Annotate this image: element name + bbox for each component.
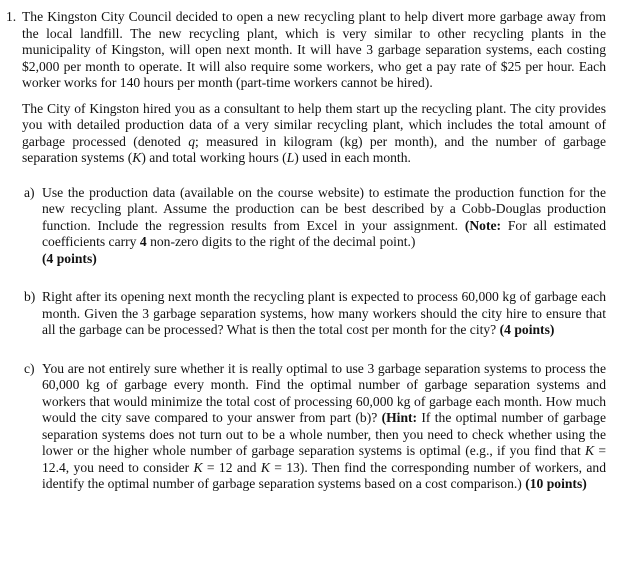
part-b <box>24 289 606 339</box>
part-a-body: Use the production data (available on the course website) to estimate the production function for the new recycling plant. Assume the production can be best described by a Cobb-Douglas production function. Include the regression results from Excel in your assignment. <box>42 184 606 233</box>
part-a-points: (4 points) <box>42 250 97 266</box>
part-c-body: You are not entirely sure whether it is really optimal to use 3 garbage separation systems to process the 60,000 kg of garbage every month. Find the optimal number of garbage separation systems and workers that would minimize the total cost of processing 60,000 kg of garbage each month. How much would the city save compared to your answer from part (b)? <box>42 360 606 425</box>
part-c-hint-4: = 13). Then find the corresponding number of workers, and identify the optimal number of garbage separation systems based on a cost comparison.) <box>42 459 606 491</box>
context-text-4: ) used in each month. <box>294 150 411 165</box>
context-text-3: ) and total working hours ( <box>141 150 287 165</box>
part-a-note-digits: 4 <box>139 234 147 249</box>
variable-k: K <box>132 150 142 165</box>
part-a-label: a) <box>24 184 35 200</box>
question-number: 1. <box>6 9 17 24</box>
part-a-note-2: non-zero digits to the right of the decimal point.) <box>146 234 416 249</box>
part-a-note-label: (Note: <box>464 217 502 233</box>
part-c-variable-k-2: K <box>193 459 203 475</box>
problem-1 <box>6 9 606 493</box>
part-c-hint-3: = 12 and <box>202 459 261 475</box>
part-c-variable-k-1: K <box>585 443 595 458</box>
part-c-hint-label: (Hint: <box>381 410 418 425</box>
part-a <box>24 185 606 268</box>
variable-l: L <box>286 150 295 165</box>
part-c-variable-k-3: K <box>260 459 270 475</box>
part-b-points: (4 points) <box>499 322 555 337</box>
part-c-hint-1: If the optimal number of garbage separation systems does not turn out to be a whole number, then you need to check whether using the lower or the higher whole number of garbage separation systems is optimal (e.g., if you find that <box>42 410 606 458</box>
context-paragraph <box>22 101 606 167</box>
part-b-body: Right after its opening next month the recycling plant is expected to process 60,000 kg of garbage each month. Given the 3 garbage separation systems, how many workers should the city hire to ensure that all the garbage can be processed? What is then the total cost per month for the city? <box>42 289 606 337</box>
part-c-label: c) <box>24 360 35 376</box>
variable-q: q <box>188 133 195 149</box>
context-text-1: The City of Kingston hired you as a consultant to help them start up the recycling plant. The city provides you with detailed production data of a very similar recycling plant, which includes the total amount of garbage processed (denoted <box>22 100 606 149</box>
part-b-text <box>42 289 606 339</box>
part-b-label: b) <box>24 289 36 304</box>
part-a-text <box>42 185 606 268</box>
part-c-points: (10 points) <box>525 476 587 491</box>
context-text-2: ; measured in kilogram (kg) per month), and the number of garbage separation systems ( <box>22 133 607 165</box>
part-c-text <box>42 361 606 493</box>
part-c <box>24 361 606 493</box>
part-a-note-1: For all estimated coefficients carry <box>42 217 606 249</box>
intro-paragraph: The Kingston City Council decided to open a new recycling plant to help divert more garbage away from the local landfill. The new recycling plant, which is very similar to other recycling plants in the municipality of Kingston, will open next month. It will have 3 garbage separation systems, each costing $2,000 per month to operate. It will also require some workers, who get a pay rate of $25 per hour. Each worker works for 140 hours per month (part-time workers cannot be hired). <box>22 9 606 90</box>
part-c-hint-2: = 12.4, you need to consider <box>42 443 606 475</box>
